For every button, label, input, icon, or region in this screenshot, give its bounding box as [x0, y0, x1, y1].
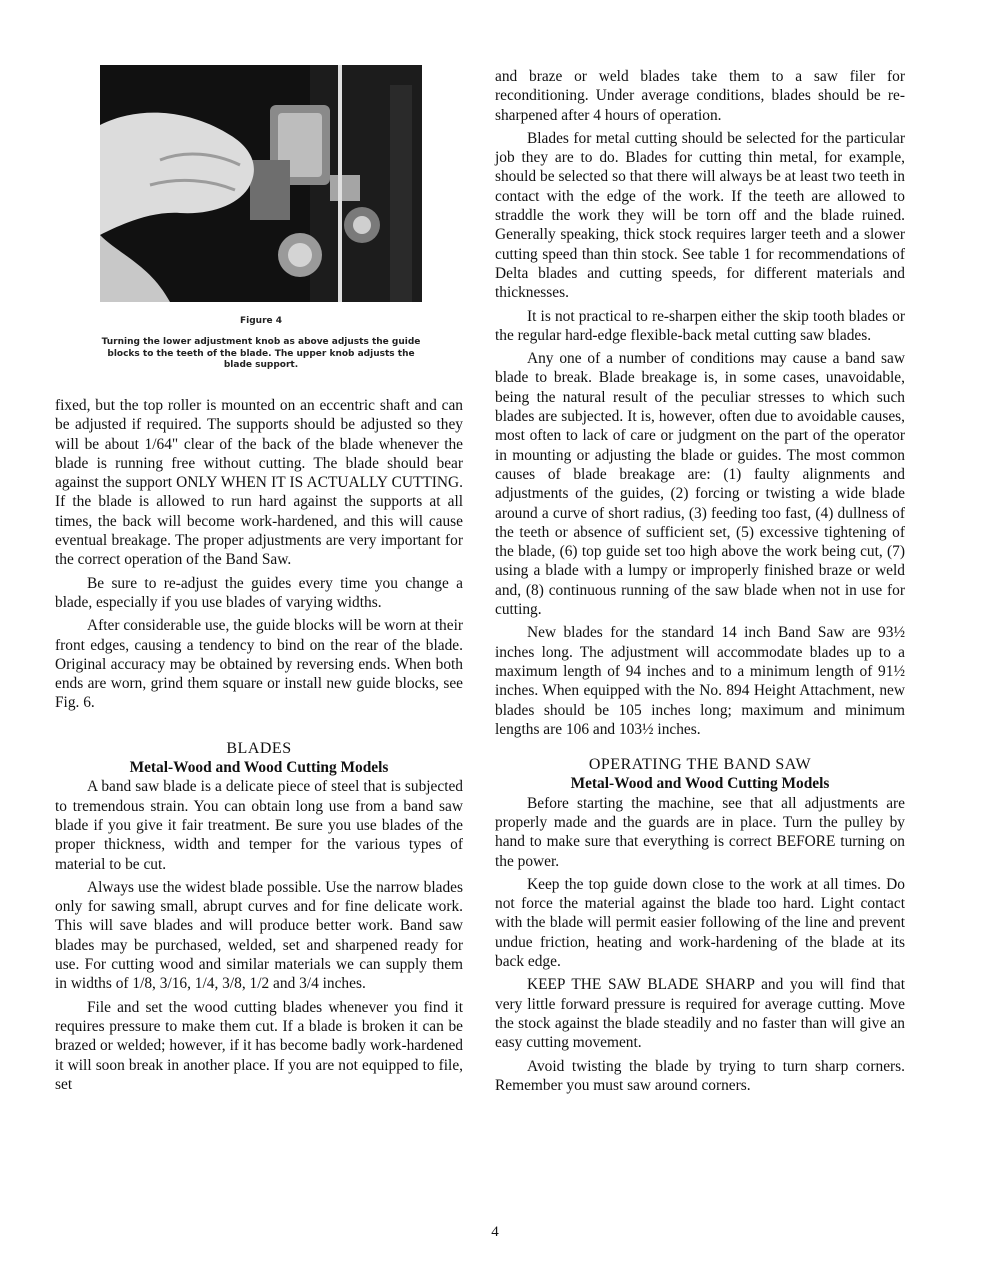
paragraph: Blades for metal cutting should be selected for the particular job they are to do. Blades for cutting thin metal, for example, should be selected so that there will always be at least two teeth in contact with the edge of the work. If the teeth are allowed to straddle the work they will be torn off and the blade ruined. Generally speaking, thick stock requires larger teeth and a slower cutting speed than thin stock. See table 1 for recommendations of Delta blades and cutting speeds, for different materials and thicknesses.	[495, 129, 905, 302]
paragraph: Always use the widest blade possible. Use the narrow blades only for sawing small, abrupt curves and for fine delicate work. This will save blades and will produce better work. Band saw blades may be purchased, welded, set and sharpened ready for use. For cutting wood and similar materials we can supply them in widths of 1/8, 3/16, 1/4, 3/8, 1/2 and 3/4 inches.	[55, 878, 463, 993]
figure-title: Figure 4	[239, 316, 283, 326]
section-subheading: Metal-Wood and Wood Cutting Models	[570, 775, 830, 793]
paragraph: Before starting the machine, see that all adjustments are properly made and the guards are in place. Turn the pulley by hand to make sure that everything is correct BEFORE turning on the power.	[495, 794, 905, 870]
section-subheading: Metal-Wood and Wood Cutting Models	[129, 759, 389, 777]
paragraph: Keep the top guide down close to the work at all times. Do not force the material against the blade too hard. Light contact with the blade will permit easier following of the line and prevent undue friction, heating and work-hardening of the blade at its back edge.	[495, 875, 905, 971]
paragraph: and braze or weld blades take them to a saw filer for reconditioning. Under average conditions, blades should be re-sharpened after 4 hours of operation.	[495, 68, 905, 124]
section-heading: OPERATING THE BAND SAW	[588, 756, 812, 774]
right-column	[495, 67, 905, 1095]
paragraph: New blades for the standard 14 inch Band Saw are 93½ inches long. The adjustment will accommodate blades up to a maximum length of 94 inches and to a minimum length of 91½ inches. When equipped with the No. 894 Height Attachment, new blades should be 105 inches long; maximum and minimum lengths are 106 and 103½ inches.	[495, 624, 905, 738]
paragraph: A band saw blade is a delicate piece of steel that is subjected to tremendous strain. You can obtain long use from a band saw blade if you give it fair treatment. Be sure you use blades of the proper thickness, width and temper for the various types of material to be cut.	[55, 778, 463, 873]
section-heading: BLADES	[226, 739, 292, 757]
paragraph: After considerable use, the guide blocks will be worn at their front edges, causing a tendency to bind on the rear of the blade. Original accuracy may be obtained by reversing ends. When both ends are worn, grind them square or install new guide blocks, see Fig. 6.	[55, 617, 463, 712]
paragraph: fixed, but the top roller is mounted on an eccentric shaft and can be adjusted if required. The supports should be adjusted so they will be about 1/64" clear of the back of the blade whenever the blade is running free without cutting. The blade should bear against the support ONLY WHEN IT IS ACTUALLY CUTTING. If the blade is allowed to run hard against the supports at all times, the back will become work-hardened, and this will cause eventual breakage. The proper adjustments are very important for the correct operation of the Band Saw.	[55, 397, 463, 569]
paragraph: KEEP THE SAW BLADE SHARP and you will find that very little forward pressure is required for average cutting. Move the stock against the blade steadily and no faster than will give an easy cutting movement.	[495, 976, 905, 1052]
figure-caption: Turning the lower adjustment knob as above adjusts the guide blocks to the teeth of the blade. The upper knob adjusts the blade support.	[101, 337, 421, 370]
paragraph: It is not practical to re-sharpen either the skip tooth blades or the regular hard-edge flexible-back metal cutting saw blades.	[495, 307, 905, 344]
page-number: 4	[491, 1224, 499, 1240]
paragraph: Be sure to re-adjust the guides every time you change a blade, especially if you use blades of varying widths.	[55, 574, 463, 611]
figure-4-photo	[100, 65, 422, 302]
paragraph: File and set the wood cutting blades whenever you find it requires pressure to make them cut. If a blade is broken it can be brazed or welded; however, if it has become badly work-hardened it will soon break in another place. If you are not equipped to file, set	[55, 998, 463, 1093]
left-column	[55, 396, 463, 1094]
paragraph: Avoid twisting the blade by trying to turn sharp corners. Remember you must saw around corners.	[495, 1057, 905, 1094]
guide-adjustment-photo	[100, 65, 422, 302]
paragraph: Any one of a number of conditions may cause a band saw blade to break. Blade breakage is, in some cases, unavoidable, being the natural result of the peculiar stresses to which such blades are subjected. It is, however, often due to avoidable causes, most often to lack of care or judgment on the part of the operator in mounting or adjusting the blade or guides. The most common causes of blade breakage are: (1) faulty alignments and adjustments of the guides, (2) forcing or twisting a wide blade around a curve of short radius, (3) feeding too fast, (4) dullness of the teeth or absence of sufficient set, (5) excessive tightening of the blade, (6) top guide set too high above the work being cut, (7) using a blade with a lumpy or improperly finished braze or weld and, (8) continuous running of the saw blade when not in use for cutting.	[495, 350, 905, 619]
